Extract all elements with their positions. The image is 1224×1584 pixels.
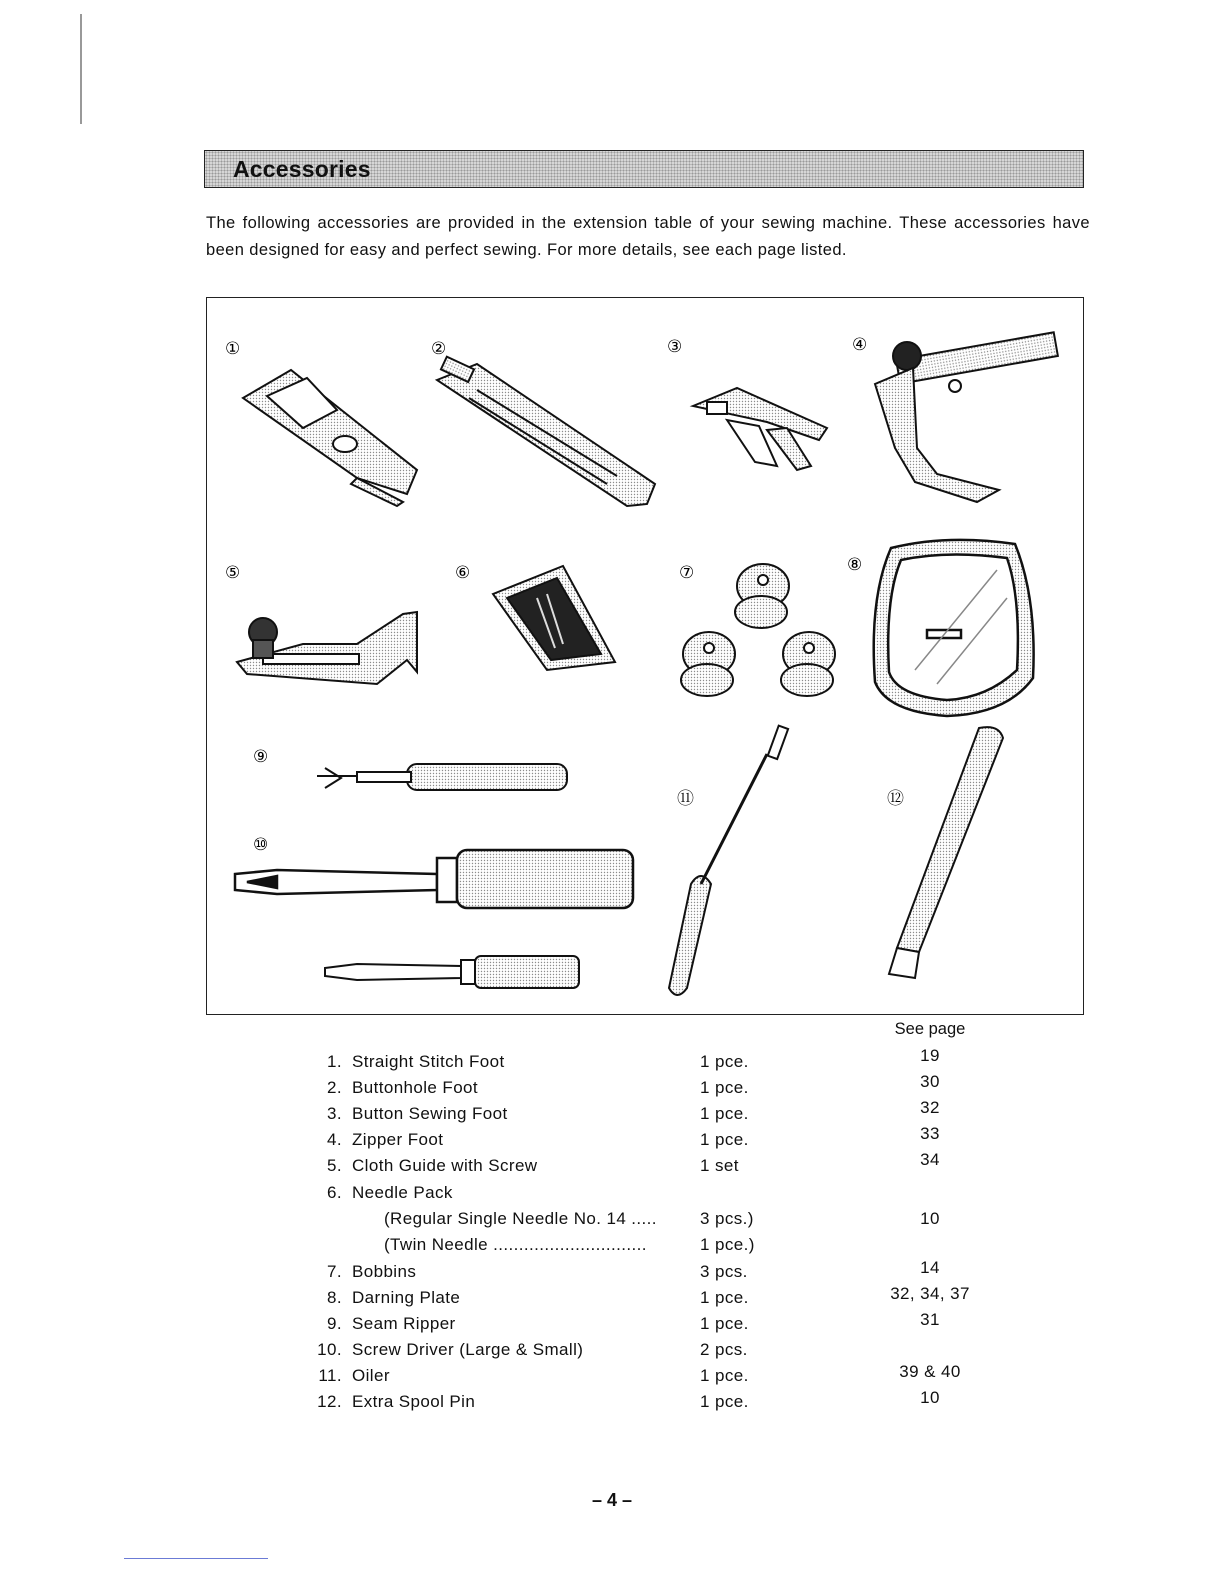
item-number: 6.: [327, 1183, 342, 1202]
item-name: Screw Driver (Large & Small): [352, 1340, 584, 1359]
item-name: Buttonhole Foot: [352, 1078, 479, 1097]
item-number: 5.: [327, 1156, 342, 1175]
item-name: Needle Pack: [352, 1183, 453, 1202]
item-name: (Twin Needle ..............................: [384, 1235, 647, 1254]
scan-artifact-line: [124, 1558, 268, 1559]
item-quantity: 3 pcs.: [700, 1262, 748, 1281]
item-page: 10: [920, 1209, 940, 1228]
item-page: 39 & 40: [899, 1362, 961, 1381]
figure-label-9: ⑨: [253, 747, 269, 767]
item-quantity: 1 pce.: [700, 1052, 749, 1071]
item-page: 33: [920, 1124, 940, 1143]
item-quantity: 1 pce.: [700, 1392, 749, 1411]
figure-label-1: ①: [225, 339, 241, 359]
zipper-foot-drawing: [875, 332, 1058, 502]
item-name: Darning Plate: [352, 1288, 461, 1307]
item-number: 9.: [327, 1314, 342, 1333]
item-page: 34: [920, 1150, 940, 1169]
intro-paragraph: The following accessories are provided in the extension table of your sewing machine. These accessories have been designed for easy and perfect sewing. For more details, see each page listed.: [206, 214, 1090, 259]
button-sewing-foot-drawing: [693, 388, 827, 470]
item-quantity: 1 pce.: [700, 1314, 749, 1333]
item-quantity: 1 set: [700, 1156, 739, 1175]
item-quantity: 3 pcs.): [700, 1209, 754, 1228]
needle-pack-drawing: [493, 566, 615, 670]
item-number: 12.: [317, 1392, 342, 1411]
item-name: Extra Spool Pin: [352, 1392, 476, 1411]
figure-label-5: ⑤: [225, 563, 241, 583]
item-quantity: 2 pcs.: [700, 1340, 748, 1359]
item-page: 30: [920, 1072, 940, 1091]
item-name: Cloth Guide with Screw: [352, 1156, 538, 1175]
item-name: Oiler: [352, 1366, 390, 1385]
item-page: 32, 34, 37: [890, 1284, 970, 1303]
figure-label-10: ⑩: [253, 835, 269, 855]
item-quantity: 1 pce.: [700, 1366, 749, 1385]
figure-label-6: ⑥: [455, 563, 471, 583]
item-number: 10.: [317, 1340, 342, 1359]
item-quantity: 1 pce.: [700, 1078, 749, 1097]
bobbins-drawing: [681, 564, 835, 696]
item-page: 19: [920, 1046, 940, 1065]
item-name: (Regular Single Needle No. 14 .....: [384, 1209, 657, 1228]
item-quantity: 1 pce.: [700, 1288, 749, 1307]
figure-label-4: ④: [852, 335, 868, 355]
item-number: 2.: [327, 1078, 342, 1097]
item-number: 1.: [327, 1052, 342, 1071]
item-quantity: 1 pce.: [700, 1104, 749, 1123]
item-page: 32: [920, 1098, 940, 1117]
oiler-drawing: [669, 726, 788, 995]
seam-ripper-drawing: [317, 764, 567, 790]
figure-label-8: ⑧: [847, 555, 863, 575]
screwdriver-large-drawing: [235, 850, 633, 908]
darning-plate-drawing: [874, 540, 1034, 716]
buttonhole-foot-drawing: [437, 357, 655, 506]
accessories-drawing: [207, 298, 1085, 1016]
item-number: 7.: [327, 1262, 342, 1281]
item-page: 31: [920, 1310, 940, 1329]
item-number: 8.: [327, 1288, 342, 1307]
figure-label-12: ⑫: [887, 789, 904, 809]
item-name: Bobbins: [352, 1262, 417, 1281]
item-number: 3.: [327, 1104, 342, 1123]
figure-label-11: ⑪: [677, 789, 694, 809]
straight-stitch-foot-drawing: [243, 370, 417, 506]
item-name: Straight Stitch Foot: [352, 1052, 505, 1071]
figure-label-2: ②: [431, 339, 447, 359]
accessories-illustration: [206, 297, 1084, 1015]
screwdriver-small-drawing: [325, 956, 579, 988]
item-name: Button Sewing Foot: [352, 1104, 508, 1123]
scan-margin-mark: [80, 14, 82, 124]
item-page: 10: [920, 1388, 940, 1407]
item-quantity: 1 pce.): [700, 1235, 755, 1254]
figure-label-7: ⑦: [679, 563, 695, 583]
item-name: Zipper Foot: [352, 1130, 444, 1149]
item-number: 4.: [327, 1130, 342, 1149]
section-header: [204, 150, 1084, 188]
item-quantity: 1 pce.: [700, 1130, 749, 1149]
section-title: Accessories: [233, 156, 371, 182]
item-name: Seam Ripper: [352, 1314, 456, 1333]
figure-label-3: ③: [667, 337, 683, 357]
cloth-guide-drawing: [237, 612, 417, 684]
item-page: 14: [920, 1258, 940, 1277]
see-page-header: See page: [894, 1020, 966, 1038]
extra-spool-pin-drawing: [889, 727, 1003, 978]
item-number: 11.: [318, 1366, 342, 1385]
page-number: – 4 –: [591, 1490, 633, 1510]
